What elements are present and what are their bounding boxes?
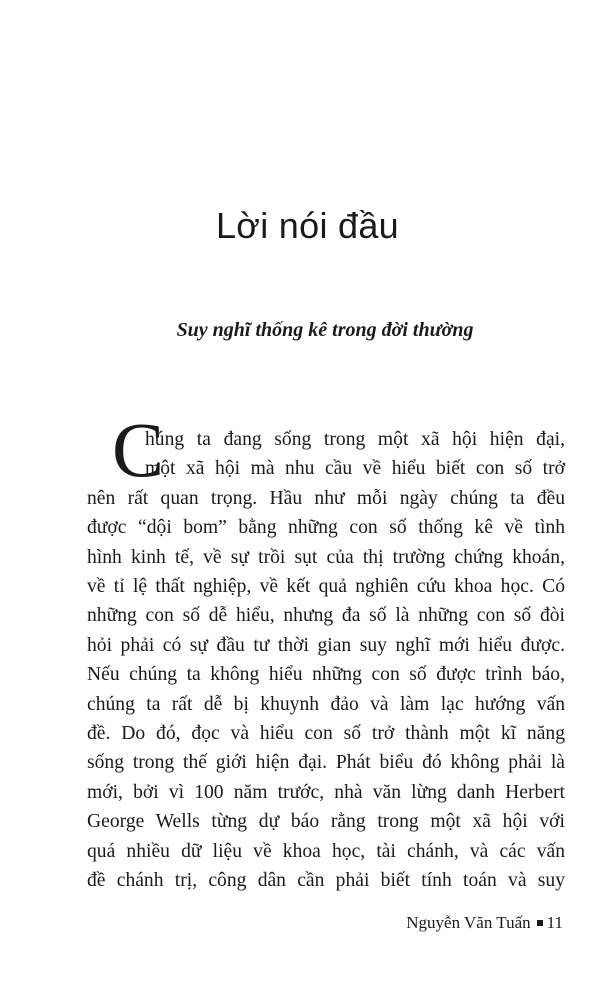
body-line: đề chánh trị, công dân cần phải biết tính toán và suy: [87, 870, 565, 892]
page-footer: [406, 913, 563, 933]
footer-author: Nguyễn Văn Tuấn: [406, 913, 531, 932]
footer-separator: [537, 920, 543, 926]
chapter-title: Lời nói đầu: [215, 205, 400, 246]
body-line: sống trong thế giới hiện đại. Phát biểu đó không phải là: [87, 752, 565, 774]
body-line: một xã hội mà nhu cầu về hiểu biết con số trở: [145, 458, 565, 480]
body-line: về tỉ lệ thất nghiệp, về kết quả nghiên cứu khoa học. Có: [87, 576, 565, 598]
body-line: mới, bởi vì 100 năm trước, nhà văn lừng danh Herbert: [87, 781, 565, 803]
body-paragraph: [87, 425, 565, 896]
body-line: đề. Do đó, đọc và hiểu con số trở thành một kĩ năng: [87, 723, 565, 745]
chapter-subtitle: Suy nghĩ thống kê trong đời thường: [176, 319, 474, 341]
body-line: được “dội bom” bằng những con số thống kê về tình: [87, 517, 565, 539]
page-number: 11: [546, 913, 563, 932]
body-line: quá nhiều dữ liệu về khoa học, tài chánh, và các vấn: [87, 840, 565, 862]
body-line: chúng ta rất dễ bị khuynh đảo và làm lạc hướng vấn: [87, 693, 565, 715]
body-line: nên rất quan trọng. Hầu như mỗi ngày chúng ta đều: [87, 487, 565, 509]
body-line: những con số dễ hiểu, nhưng đa số là những con số đòi: [87, 605, 565, 627]
body-line: húng ta đang sống trong một xã hội hiện đại,: [145, 429, 565, 450]
body-line: George Wells từng dự báo rằng trong một xã hội với: [87, 811, 565, 833]
body-line: Nếu chúng ta không hiểu những con số được trình báo,: [87, 664, 565, 686]
body-line: hình kinh tế, về sự trồi sụt của thị trường chứng khoán,: [87, 546, 565, 568]
body-line: hỏi phải có sự đầu tư thời gian suy nghĩ mới hiểu được.: [87, 634, 565, 656]
drop-cap: C: [112, 406, 165, 493]
